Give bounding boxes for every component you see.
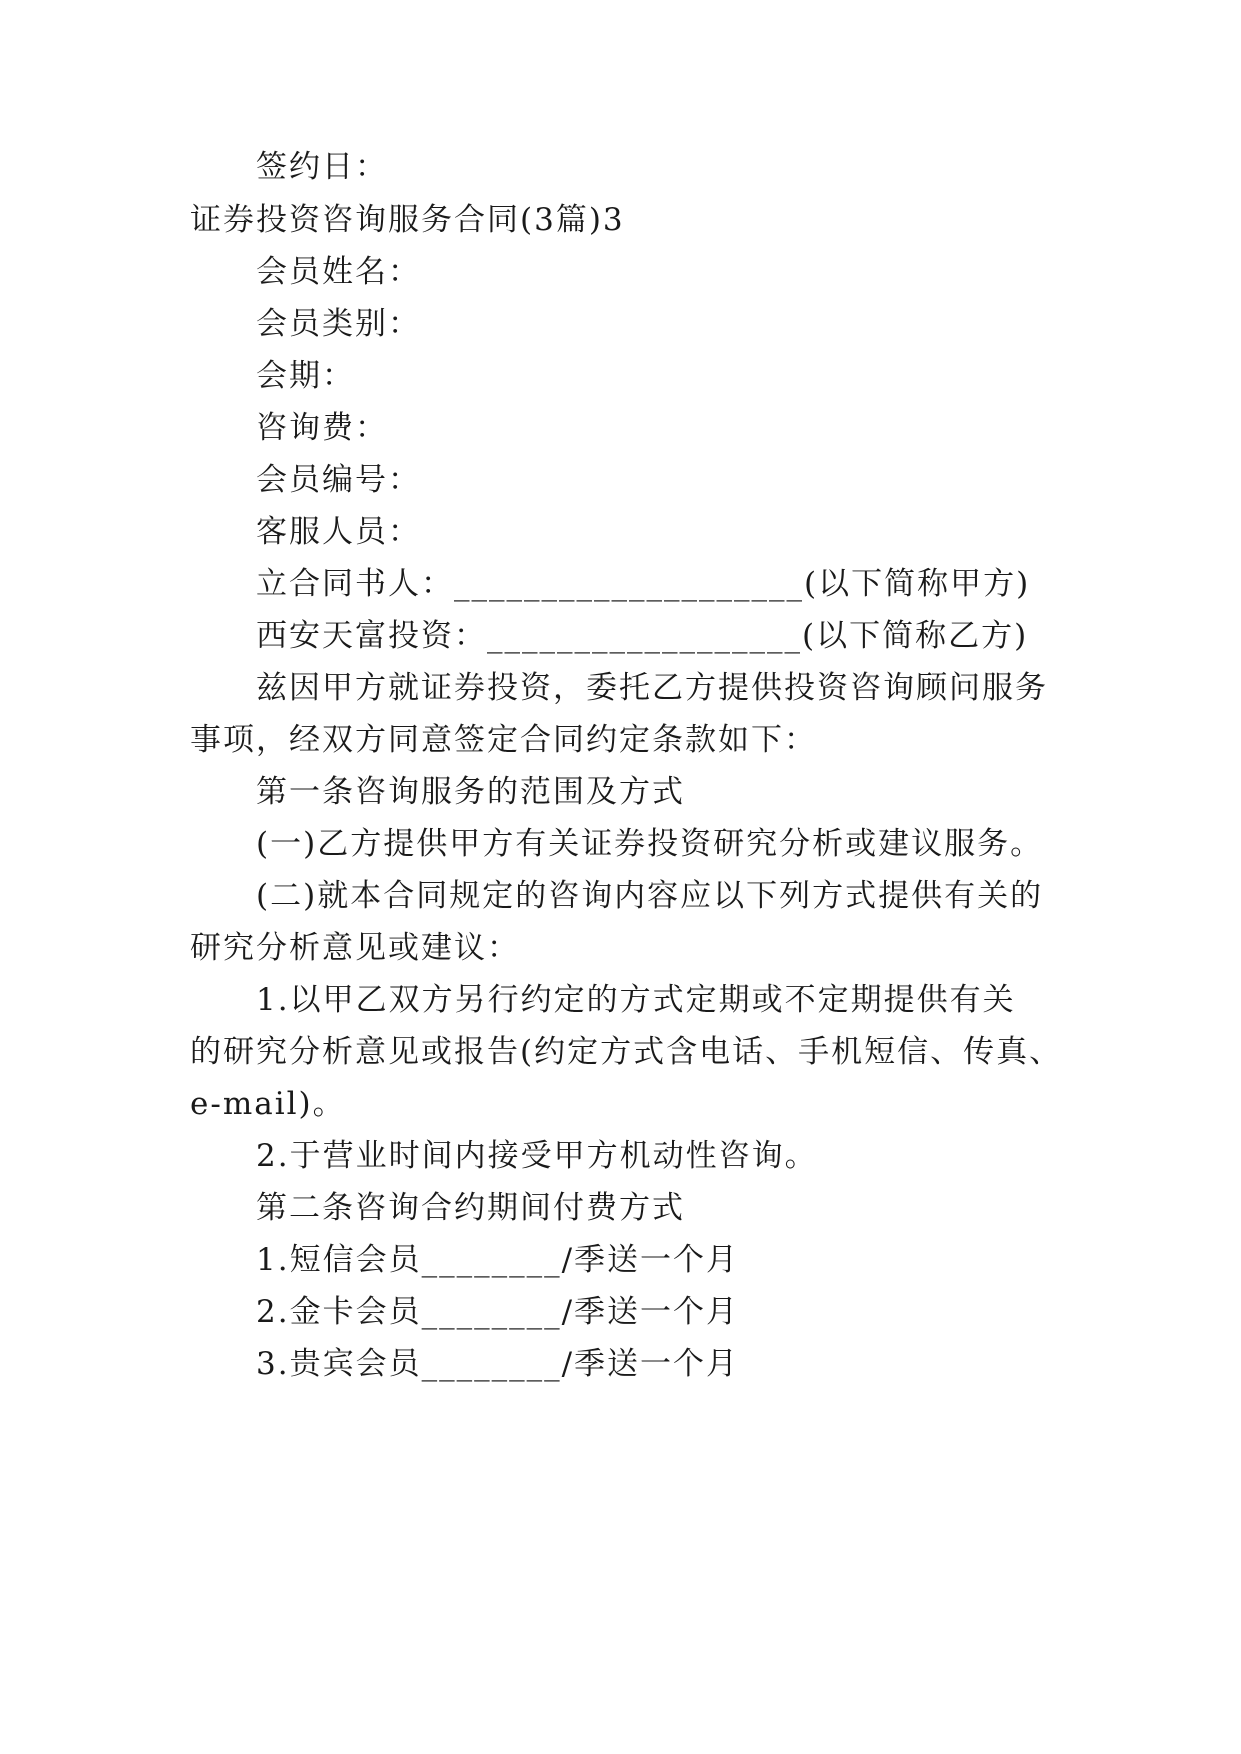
member-category-label: 会员类别： — [256, 306, 421, 342]
party-b-line: 西安天富投资：__________________(以下简称乙方) — [256, 618, 1029, 654]
fee-item-vip-member: 3.贵宾会员________/季送一个月 — [256, 1346, 740, 1382]
preamble-line-1: 兹因甲方就证券投资，委托乙方提供投资咨询顾问服务 — [256, 670, 1048, 706]
membership-period-label: 会期： — [256, 358, 355, 394]
article-2-heading: 第二条咨询合约期间付费方式 — [256, 1190, 685, 1226]
article-1-item-1: (一)乙方提供甲方有关证券投资研究分析或建议服务。 — [256, 826, 1044, 862]
document-title: 证券投资咨询服务合同(3篇)3 — [190, 202, 625, 238]
sub-item-2: 2.于营业时间内接受甲方机动性咨询。 — [256, 1138, 818, 1174]
signing-date-label: 签约日： — [256, 149, 388, 185]
article-1-item-2-line-2: 研究分析意见或建议： — [190, 930, 520, 966]
fee-item-sms-member: 1.短信会员________/季送一个月 — [256, 1242, 740, 1278]
article-1-heading: 第一条咨询服务的范围及方式 — [256, 774, 685, 810]
fee-item-gold-member: 2.金卡会员________/季送一个月 — [256, 1294, 740, 1330]
party-a-line: 立合同书人：____________________(以下简称甲方) — [256, 566, 1031, 602]
customer-service-label: 客服人员： — [256, 514, 421, 550]
article-1-item-2-line-1: (二)就本合同规定的咨询内容应以下列方式提供有关的 — [256, 878, 1044, 914]
sub-item-1-line-3: e-mail)。 — [190, 1086, 346, 1122]
sub-item-1-line-1: 1.以甲乙双方另行约定的方式定期或不定期提供有关 — [256, 982, 1016, 1018]
member-number-label: 会员编号： — [256, 462, 421, 498]
preamble-line-2: 事项，经双方同意签定合同约定条款如下： — [190, 722, 817, 758]
consulting-fee-label: 咨询费： — [256, 410, 388, 446]
member-name-label: 会员姓名： — [256, 254, 421, 290]
sub-item-1-line-2: 的研究分析意见或报告(约定方式含电话、手机短信、传真、 — [190, 1034, 1063, 1070]
